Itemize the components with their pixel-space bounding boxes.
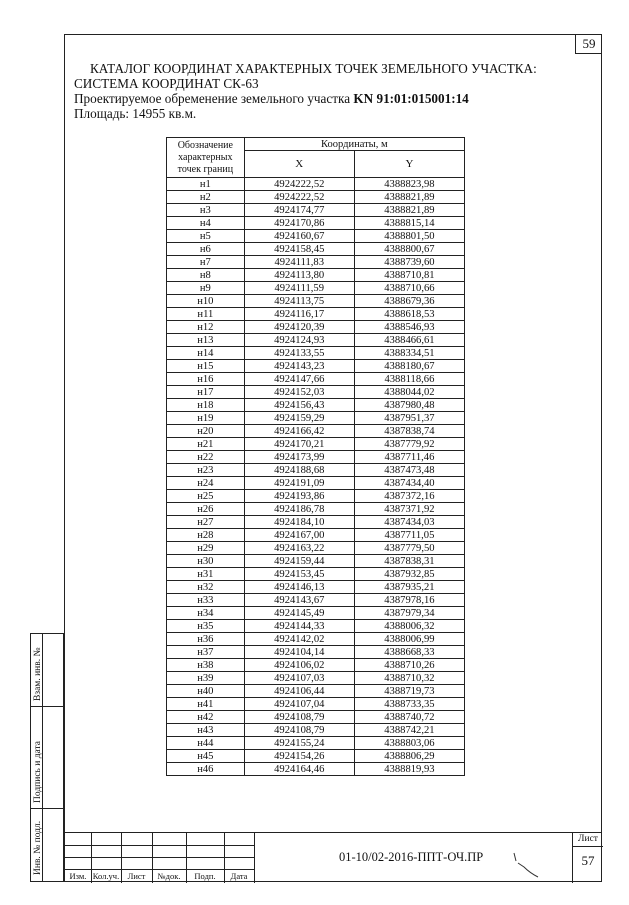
- x-coordinate-cell: 4924186,78: [244, 503, 354, 516]
- y-coordinate-cell: 4388668,33: [354, 646, 464, 659]
- y-coordinate-cell: 4387434,40: [354, 477, 464, 490]
- point-id-cell: н38: [167, 659, 245, 672]
- point-id-cell: н25: [167, 490, 245, 503]
- x-coordinate-cell: 4924146,13: [244, 581, 354, 594]
- point-id-cell: н10: [167, 295, 245, 308]
- inv-podl-label: Инв. № подл.: [33, 820, 43, 875]
- y-coordinate-cell: 4388710,66: [354, 282, 464, 295]
- document-header: [74, 61, 574, 121]
- x-coordinate-cell: 4924170,21: [244, 438, 354, 451]
- y-coordinate-cell: 4388180,67: [354, 360, 464, 373]
- table-row: [167, 464, 465, 477]
- y-coordinate-cell: 4388006,32: [354, 620, 464, 633]
- y-coordinate-cell: 4387935,21: [354, 581, 464, 594]
- sheet-label: Лист: [578, 834, 598, 844]
- coordinates-table: [166, 137, 465, 776]
- y-coordinate-cell: 4387932,85: [354, 568, 464, 581]
- point-id-cell: н23: [167, 464, 245, 477]
- izm-label: Изм.: [69, 871, 87, 881]
- point-id-cell: н17: [167, 386, 245, 399]
- x-coordinate-cell: 4924160,67: [244, 230, 354, 243]
- table-row: [167, 685, 465, 698]
- point-id-cell: н9: [167, 282, 245, 295]
- cadastral-number: KN 91:01:015001:14: [353, 91, 469, 106]
- y-coordinate-cell: 4388719,73: [354, 685, 464, 698]
- x-coordinate-cell: 4924156,43: [244, 399, 354, 412]
- point-id-cell: н16: [167, 373, 245, 386]
- coordinate-system: СИСТЕМА КООРДИНАТ СК-63: [74, 76, 259, 91]
- table-row: [167, 750, 465, 763]
- y-coordinate-cell: 4388800,67: [354, 243, 464, 256]
- y-coordinate-cell: 4387711,05: [354, 529, 464, 542]
- y-coordinate-cell: 4388710,32: [354, 672, 464, 685]
- point-id-cell: н40: [167, 685, 245, 698]
- x-coordinate-cell: 4924222,52: [244, 191, 354, 204]
- y-coordinate-cell: 4387979,34: [354, 607, 464, 620]
- point-id-cell: н24: [167, 477, 245, 490]
- point-id-cell: н15: [167, 360, 245, 373]
- y-coordinate-cell: 4387838,74: [354, 425, 464, 438]
- y-coordinate-cell: 4388618,53: [354, 308, 464, 321]
- x-coordinate-cell: 4924159,29: [244, 412, 354, 425]
- catalog-title: КАТАЛОГ КООРДИНАТ ХАРАКТЕРНЫХ ТОЧЕК ЗЕМЕЛЬНОГО УЧАСТКА:: [90, 61, 537, 76]
- y-coordinate-cell: 4388710,26: [354, 659, 464, 672]
- x-coordinate-cell: 4924154,26: [244, 750, 354, 763]
- coordinates-body: [167, 178, 465, 776]
- table-row: [167, 399, 465, 412]
- x-coordinate-cell: 4924143,23: [244, 360, 354, 373]
- sheet-box: [572, 833, 602, 883]
- table-row: [167, 620, 465, 633]
- y-coordinate-cell: 4388815,14: [354, 217, 464, 230]
- point-id-cell: н28: [167, 529, 245, 542]
- table-row: [167, 412, 465, 425]
- podp-label: Подп.: [194, 871, 216, 881]
- point-id-cell: н37: [167, 646, 245, 659]
- table-row: [167, 256, 465, 269]
- x-coordinate-cell: 4924170,86: [244, 217, 354, 230]
- table-row: [167, 230, 465, 243]
- table-row: [167, 438, 465, 451]
- table-row: [167, 633, 465, 646]
- y-coordinate-cell: 4388118,66: [354, 373, 464, 386]
- x-coordinate-cell: 4924142,02: [244, 633, 354, 646]
- point-id-cell: н22: [167, 451, 245, 464]
- point-id-cell: н31: [167, 568, 245, 581]
- table-row: [167, 698, 465, 711]
- y-coordinate-cell: 4387779,50: [354, 542, 464, 555]
- table-row: [167, 542, 465, 555]
- y-coordinate-cell: 4388823,98: [354, 178, 464, 191]
- x-coordinate-cell: 4924164,46: [244, 763, 354, 776]
- y-coordinate-cell: 4387779,92: [354, 438, 464, 451]
- table-row: [167, 204, 465, 217]
- y-coordinate-cell: 4387711,46: [354, 451, 464, 464]
- table-row: [167, 373, 465, 386]
- table-row: [167, 529, 465, 542]
- table-row: [167, 711, 465, 724]
- table-row: [167, 243, 465, 256]
- table-row: [167, 503, 465, 516]
- list-label: Лист: [127, 871, 146, 881]
- y-coordinate-cell: 4387372,16: [354, 490, 464, 503]
- y-coordinate-cell: 4388821,89: [354, 191, 464, 204]
- point-id-cell: н13: [167, 334, 245, 347]
- point-id-cell: н27: [167, 516, 245, 529]
- x-coordinate-cell: 4924108,79: [244, 711, 354, 724]
- x-coordinate-cell: 4924124,93: [244, 334, 354, 347]
- y-coordinate-cell: 4387978,16: [354, 594, 464, 607]
- y-coordinate-cell: 4388740,72: [354, 711, 464, 724]
- podpis-data-label: Подпись и дата: [33, 740, 43, 803]
- point-id-cell: н18: [167, 399, 245, 412]
- y-coordinate-cell: 4387980,48: [354, 399, 464, 412]
- x-coordinate-cell: 4924107,03: [244, 672, 354, 685]
- point-id-cell: н11: [167, 308, 245, 321]
- y-coordinate-cell: 4387473,48: [354, 464, 464, 477]
- ndok-label: №док.: [157, 871, 181, 881]
- x-coordinate-cell: 4924193,86: [244, 490, 354, 503]
- table-row: [167, 308, 465, 321]
- side-stamp-divider: [30, 808, 64, 809]
- y-coordinate-cell: 4388044,02: [354, 386, 464, 399]
- table-row: [167, 334, 465, 347]
- point-id-cell: н8: [167, 269, 245, 282]
- table-row: [167, 763, 465, 776]
- table-row: [167, 659, 465, 672]
- y-coordinate-cell: 4388710,81: [354, 269, 464, 282]
- x-coordinate-cell: 4924145,49: [244, 607, 354, 620]
- x-header: X: [244, 151, 354, 178]
- point-id-cell: н45: [167, 750, 245, 763]
- x-coordinate-cell: 4924163,22: [244, 542, 354, 555]
- y-coordinate-cell: 4388733,35: [354, 698, 464, 711]
- x-coordinate-cell: 4924106,02: [244, 659, 354, 672]
- point-id-cell: н44: [167, 737, 245, 750]
- x-coordinate-cell: 4924153,45: [244, 568, 354, 581]
- table-row: [167, 451, 465, 464]
- signature-mark: [504, 851, 544, 879]
- y-coordinate-cell: 4387434,03: [354, 516, 464, 529]
- table-row: [167, 321, 465, 334]
- point-id-cell: н33: [167, 594, 245, 607]
- title-block: [64, 832, 602, 882]
- sheet-box-divider: [573, 846, 603, 847]
- x-coordinate-cell: 4924107,04: [244, 698, 354, 711]
- x-coordinate-cell: 4924143,67: [244, 594, 354, 607]
- point-id-cell: н4: [167, 217, 245, 230]
- side-stamp-column-value: [42, 633, 64, 882]
- table-row: [167, 347, 465, 360]
- y-coordinate-cell: 4388679,36: [354, 295, 464, 308]
- table-row: [167, 386, 465, 399]
- table-row: [167, 477, 465, 490]
- page-number: 59: [575, 34, 602, 54]
- point-id-cell: н26: [167, 503, 245, 516]
- table-row: [167, 594, 465, 607]
- point-id-cell: н32: [167, 581, 245, 594]
- point-id-cell: н19: [167, 412, 245, 425]
- point-id-cell: н3: [167, 204, 245, 217]
- y-coordinate-cell: 4388742,21: [354, 724, 464, 737]
- point-id-cell: н2: [167, 191, 245, 204]
- side-stamp: [30, 633, 64, 882]
- revision-grid-line: [64, 869, 254, 870]
- x-coordinate-cell: 4924144,33: [244, 620, 354, 633]
- encumbrance-text: Проектируемое обременение земельного участка: [74, 91, 354, 106]
- table-row: [167, 724, 465, 737]
- table-row: [167, 607, 465, 620]
- y-header: Y: [354, 151, 464, 178]
- y-coordinate-cell: 4388801,50: [354, 230, 464, 243]
- table-row: [167, 295, 465, 308]
- point-id-cell: н12: [167, 321, 245, 334]
- table-row: [167, 360, 465, 373]
- side-stamp-divider: [30, 706, 64, 707]
- x-coordinate-cell: 4924147,66: [244, 373, 354, 386]
- x-coordinate-cell: 4924106,44: [244, 685, 354, 698]
- point-id-cell: н35: [167, 620, 245, 633]
- y-coordinate-cell: 4388466,61: [354, 334, 464, 347]
- revision-grid-line: [64, 845, 254, 846]
- x-coordinate-cell: 4924108,79: [244, 724, 354, 737]
- data-label: Дата: [230, 871, 248, 881]
- coords-header: Координаты, м: [244, 138, 464, 151]
- x-coordinate-cell: 4924159,44: [244, 555, 354, 568]
- y-coordinate-cell: 4388546,93: [354, 321, 464, 334]
- revision-grid: [64, 833, 254, 883]
- point-id-cell: н21: [167, 438, 245, 451]
- y-coordinate-cell: 4387838,31: [354, 555, 464, 568]
- x-coordinate-cell: 4924167,00: [244, 529, 354, 542]
- table-row: [167, 269, 465, 282]
- point-id-cell: н30: [167, 555, 245, 568]
- y-coordinate-cell: 4388334,51: [354, 347, 464, 360]
- y-coordinate-cell: 4388739,60: [354, 256, 464, 269]
- x-coordinate-cell: 4924173,99: [244, 451, 354, 464]
- x-coordinate-cell: 4924191,09: [244, 477, 354, 490]
- title-block-divider: [254, 833, 255, 883]
- revision-grid-line: [64, 857, 254, 858]
- point-id-cell: н41: [167, 698, 245, 711]
- point-id-cell: н20: [167, 425, 245, 438]
- x-coordinate-cell: 4924155,24: [244, 737, 354, 750]
- point-id-cell: н5: [167, 230, 245, 243]
- point-id-cell: н29: [167, 542, 245, 555]
- y-coordinate-cell: 4387371,92: [354, 503, 464, 516]
- x-coordinate-cell: 4924120,39: [244, 321, 354, 334]
- y-coordinate-cell: 4388006,99: [354, 633, 464, 646]
- x-coordinate-cell: 4924116,17: [244, 308, 354, 321]
- x-coordinate-cell: 4924104,14: [244, 646, 354, 659]
- x-coordinate-cell: 4924111,83: [244, 256, 354, 269]
- y-coordinate-cell: 4388819,93: [354, 763, 464, 776]
- vzam-inv-label: Взам. инв. №: [33, 647, 43, 701]
- x-coordinate-cell: 4924133,55: [244, 347, 354, 360]
- encumbrance-line: [74, 91, 574, 106]
- point-id-cell: н14: [167, 347, 245, 360]
- table-row: [167, 568, 465, 581]
- area-line: Площадь: 14955 кв.м.: [74, 106, 197, 121]
- x-coordinate-cell: 4924184,10: [244, 516, 354, 529]
- y-coordinate-cell: 4388803,06: [354, 737, 464, 750]
- table-row: [167, 191, 465, 204]
- point-header: Обозначение характерных точек границ: [167, 138, 245, 178]
- x-coordinate-cell: 4924158,45: [244, 243, 354, 256]
- point-id-cell: н6: [167, 243, 245, 256]
- table-row: [167, 217, 465, 230]
- x-coordinate-cell: 4924166,42: [244, 425, 354, 438]
- x-coordinate-cell: 4924111,59: [244, 282, 354, 295]
- y-coordinate-cell: 4388806,29: [354, 750, 464, 763]
- table-row: [167, 672, 465, 685]
- table-row: [167, 178, 465, 191]
- document-code: 01-10/02-2016-ППТ-ОЧ.ПР: [339, 850, 484, 864]
- y-coordinate-cell: 4387951,37: [354, 412, 464, 425]
- x-coordinate-cell: 4924174,77: [244, 204, 354, 217]
- point-id-cell: н34: [167, 607, 245, 620]
- kol-uch-label: Кол.уч.: [92, 871, 120, 881]
- x-coordinate-cell: 4924152,03: [244, 386, 354, 399]
- sheet-number: 57: [581, 853, 595, 868]
- point-id-cell: н7: [167, 256, 245, 269]
- y-coordinate-cell: 4388821,89: [354, 204, 464, 217]
- table-row: [167, 646, 465, 659]
- x-coordinate-cell: 4924222,52: [244, 178, 354, 191]
- x-coordinate-cell: 4924113,75: [244, 295, 354, 308]
- table-row: [167, 516, 465, 529]
- point-id-cell: н43: [167, 724, 245, 737]
- point-id-cell: н42: [167, 711, 245, 724]
- table-row: [167, 581, 465, 594]
- x-coordinate-cell: 4924113,80: [244, 269, 354, 282]
- table-row: [167, 425, 465, 438]
- table-row: [167, 282, 465, 295]
- x-coordinate-cell: 4924188,68: [244, 464, 354, 477]
- table-row: [167, 490, 465, 503]
- table-row: [167, 555, 465, 568]
- point-id-cell: н36: [167, 633, 245, 646]
- point-id-cell: н1: [167, 178, 245, 191]
- point-id-cell: н46: [167, 763, 245, 776]
- table-row: [167, 737, 465, 750]
- point-id-cell: н39: [167, 672, 245, 685]
